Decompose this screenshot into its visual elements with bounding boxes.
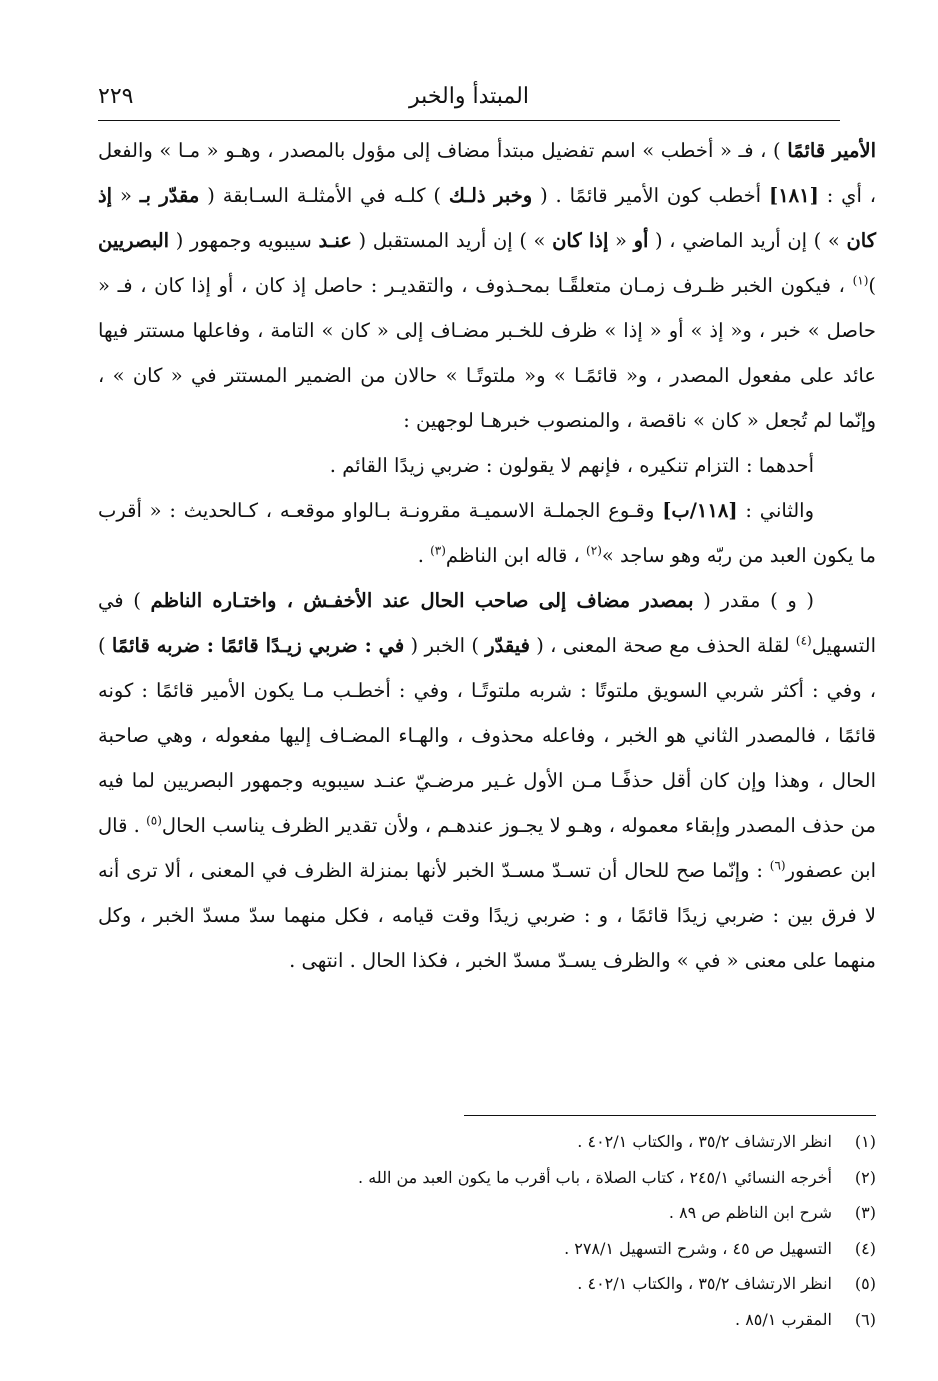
text-span: ( و ) مقدر ( <box>693 589 814 612</box>
text-span: . <box>417 544 431 567</box>
paragraph-1 <box>98 128 876 443</box>
bold-span: [١٨١] <box>768 184 819 207</box>
bold-span: البصريين <box>98 229 170 252</box>
text-span: ) ، فـ « أخطب » اسم تفضيل مبتدأ مضاف إلى مؤول بالمصدر ، وهـو « مـا » والفعل ، أي : <box>98 139 877 207</box>
bold-span: فيقدّر <box>485 634 530 657</box>
text-span: » ) إن أريد المستقبل ( <box>351 229 553 252</box>
text-span: ) كلـه في الأمثلـة السـابقة ( <box>199 184 449 207</box>
paragraph-4 <box>98 578 876 983</box>
text-span: أخطب كون الأمير قائمًا . ( <box>532 184 769 207</box>
text-span: ) <box>868 274 876 297</box>
bold-span: أو <box>633 229 649 252</box>
footnote-ref: (٦) <box>769 858 786 873</box>
header-rule <box>98 120 840 121</box>
text-span: ) في التسهيل <box>98 589 877 657</box>
footnotes <box>98 1124 876 1337</box>
text-span: ، قاله ابن الناظم <box>445 544 587 567</box>
running-head: المبتدأ والخبر <box>409 84 529 109</box>
text-span: » ) إن أريد الماضي ، ( <box>648 229 847 252</box>
footnote-text: انظر الارتشاف ٣٥/٢ ، والكتاب ٤٠٢/١ . <box>577 1132 832 1151</box>
bold-span: في : ضربي زيـدًا قائمًا : ضربه قائمًا <box>111 634 405 657</box>
footnote-text: المقرب ٨٥/١ . <box>735 1309 832 1329</box>
footnote <box>98 1195 876 1231</box>
bold-span: إذا كان <box>552 229 609 252</box>
main-text <box>98 128 876 983</box>
footnote-number: (٤) <box>854 1238 876 1258</box>
text-span: والثاني : <box>737 499 814 522</box>
footnote-ref: (٣) <box>430 543 446 558</box>
text-span: سيبويه وجمهور ( <box>169 229 319 252</box>
paragraph-3 <box>98 488 876 578</box>
footnote-rule <box>464 1115 876 1116</box>
paragraph-2: أحدهما : التزام تنكيره ، فإنهم لا يقولون : ضربي زيدًا القائم . <box>329 454 814 477</box>
footnote-ref: (٤) <box>795 633 812 648</box>
footnote <box>98 1302 876 1338</box>
text-span: « <box>608 229 634 252</box>
bold-span: بمصدر مضاف إلى صاحب الحال عند الأخفـش ، واختـاره الناظم <box>150 589 694 612</box>
bold-span: وخبر ذلـك <box>448 184 533 207</box>
bold-span: مقدّر بـ <box>139 184 200 207</box>
footnote-text: أخرجه النسائي ٢٤٥/١ ، كتاب الصلاة ، باب أقرب ما يكون العبد من الله . <box>358 1167 832 1187</box>
footnote-number: (٦) <box>854 1309 876 1329</box>
footnote-text: انظر الارتشاف ٣٥/٢ ، والكتاب ٤٠٢/١ . <box>577 1274 832 1293</box>
text-span: ، فيكون الخبر ظـرف زمـان متعلقًـا بمحـذوف ، والتقديـر : حاصل إذ كان ، أو إذا كان ، فـ « حاصل » خبر ، و« إذ » أو « إذا » ظرف للخـبر مضـاف إلى « كان » التامة ، وفاعلها مستتر فيها عائد على مفعول المصدر ، و« قائمًـا » و« ملتوتًـا » حالان من الضمير المستتر في « كان » ، وإنّما لم تُجعل « كان » ناقصة ، والمنصوب خبرهـا لوجهين : <box>98 274 876 432</box>
text-span: ) ، وفي : أكثر شربي السويق ملتوتًا : شربه ملتوتًـا ، وفي : أخطـب مـا يكون الأمير قائمًا : كونه قائمًا ، فالمصدر الثاني هو الخبر ، وفاعله محذوف ، والهـاء المضـاف إليها مفعوله ، وهي صاحبة الحال ، وهذا وإن كان أقل حذفًـا مـن الأول غـير مرضـيّ عنـد سيبويه وجمهور البصريين لما فيه من حذف المصدر وإبقاء معموله ، وهـو لا يجـوز عندهـم ، ولأن تقدير الظرف يناسب الحال <box>98 634 876 837</box>
text-span: وقـوع الجملـة الاسميـة مقرونـة بـالواو موقعـه ، كـالحديث : « أقرب ما يكون العبد من ربّه وهو ساجد » <box>98 499 876 567</box>
bold-span: عنـد <box>318 229 352 252</box>
footnote-number: (٢) <box>854 1167 876 1187</box>
footnote-text: شرح ابن الناظم ص ٨٩ . <box>668 1203 832 1222</box>
footnote <box>98 1124 876 1160</box>
text-span: لقلة الحذف مع صحة المعنى ، ( <box>529 634 796 657</box>
footnote-number: (٣) <box>854 1203 876 1222</box>
footnote-number: (١) <box>854 1132 876 1151</box>
bold-span: إذ كان <box>98 184 877 252</box>
footnote <box>98 1160 876 1196</box>
page-header <box>98 82 840 118</box>
footnote-ref: (٥) <box>146 813 162 828</box>
text-span: ) الخبر ( <box>404 634 486 657</box>
footnote-number: (٥) <box>854 1274 876 1293</box>
footnote <box>98 1231 876 1267</box>
footnote-text: التسهيل ص ٤٥ ، وشرح التسهيل ٢٧٨/١ . <box>564 1238 832 1258</box>
footnote-ref: (١) <box>852 273 869 288</box>
text-span: . قال ابن عصفور <box>98 814 876 882</box>
footnote <box>98 1266 876 1302</box>
bold-span: الأمير قائمًا <box>787 139 876 162</box>
footnote-ref: (٢) <box>586 543 602 558</box>
page-number: ٢٢٩ <box>98 84 134 109</box>
bold-span: [١١٨/ب] <box>662 499 738 522</box>
text-span: « <box>112 184 140 207</box>
text-span: : وإنّما صح للحال أن تسـدّ مسـدّ الخبر لأنها بمنزلة الظرف في المعنى ، ألا ترى أنه لا فرق بين : ضربي زيدًا قائمًا ، و : ضربي زيدًا وقت قيامه ، فكل منهما سدّ مسدّ الخبر ، وكل منهما على معنى « في » والظرف يسـدّ مسدّ الخبر ، فكذا الحال . انتهى . <box>98 859 876 972</box>
